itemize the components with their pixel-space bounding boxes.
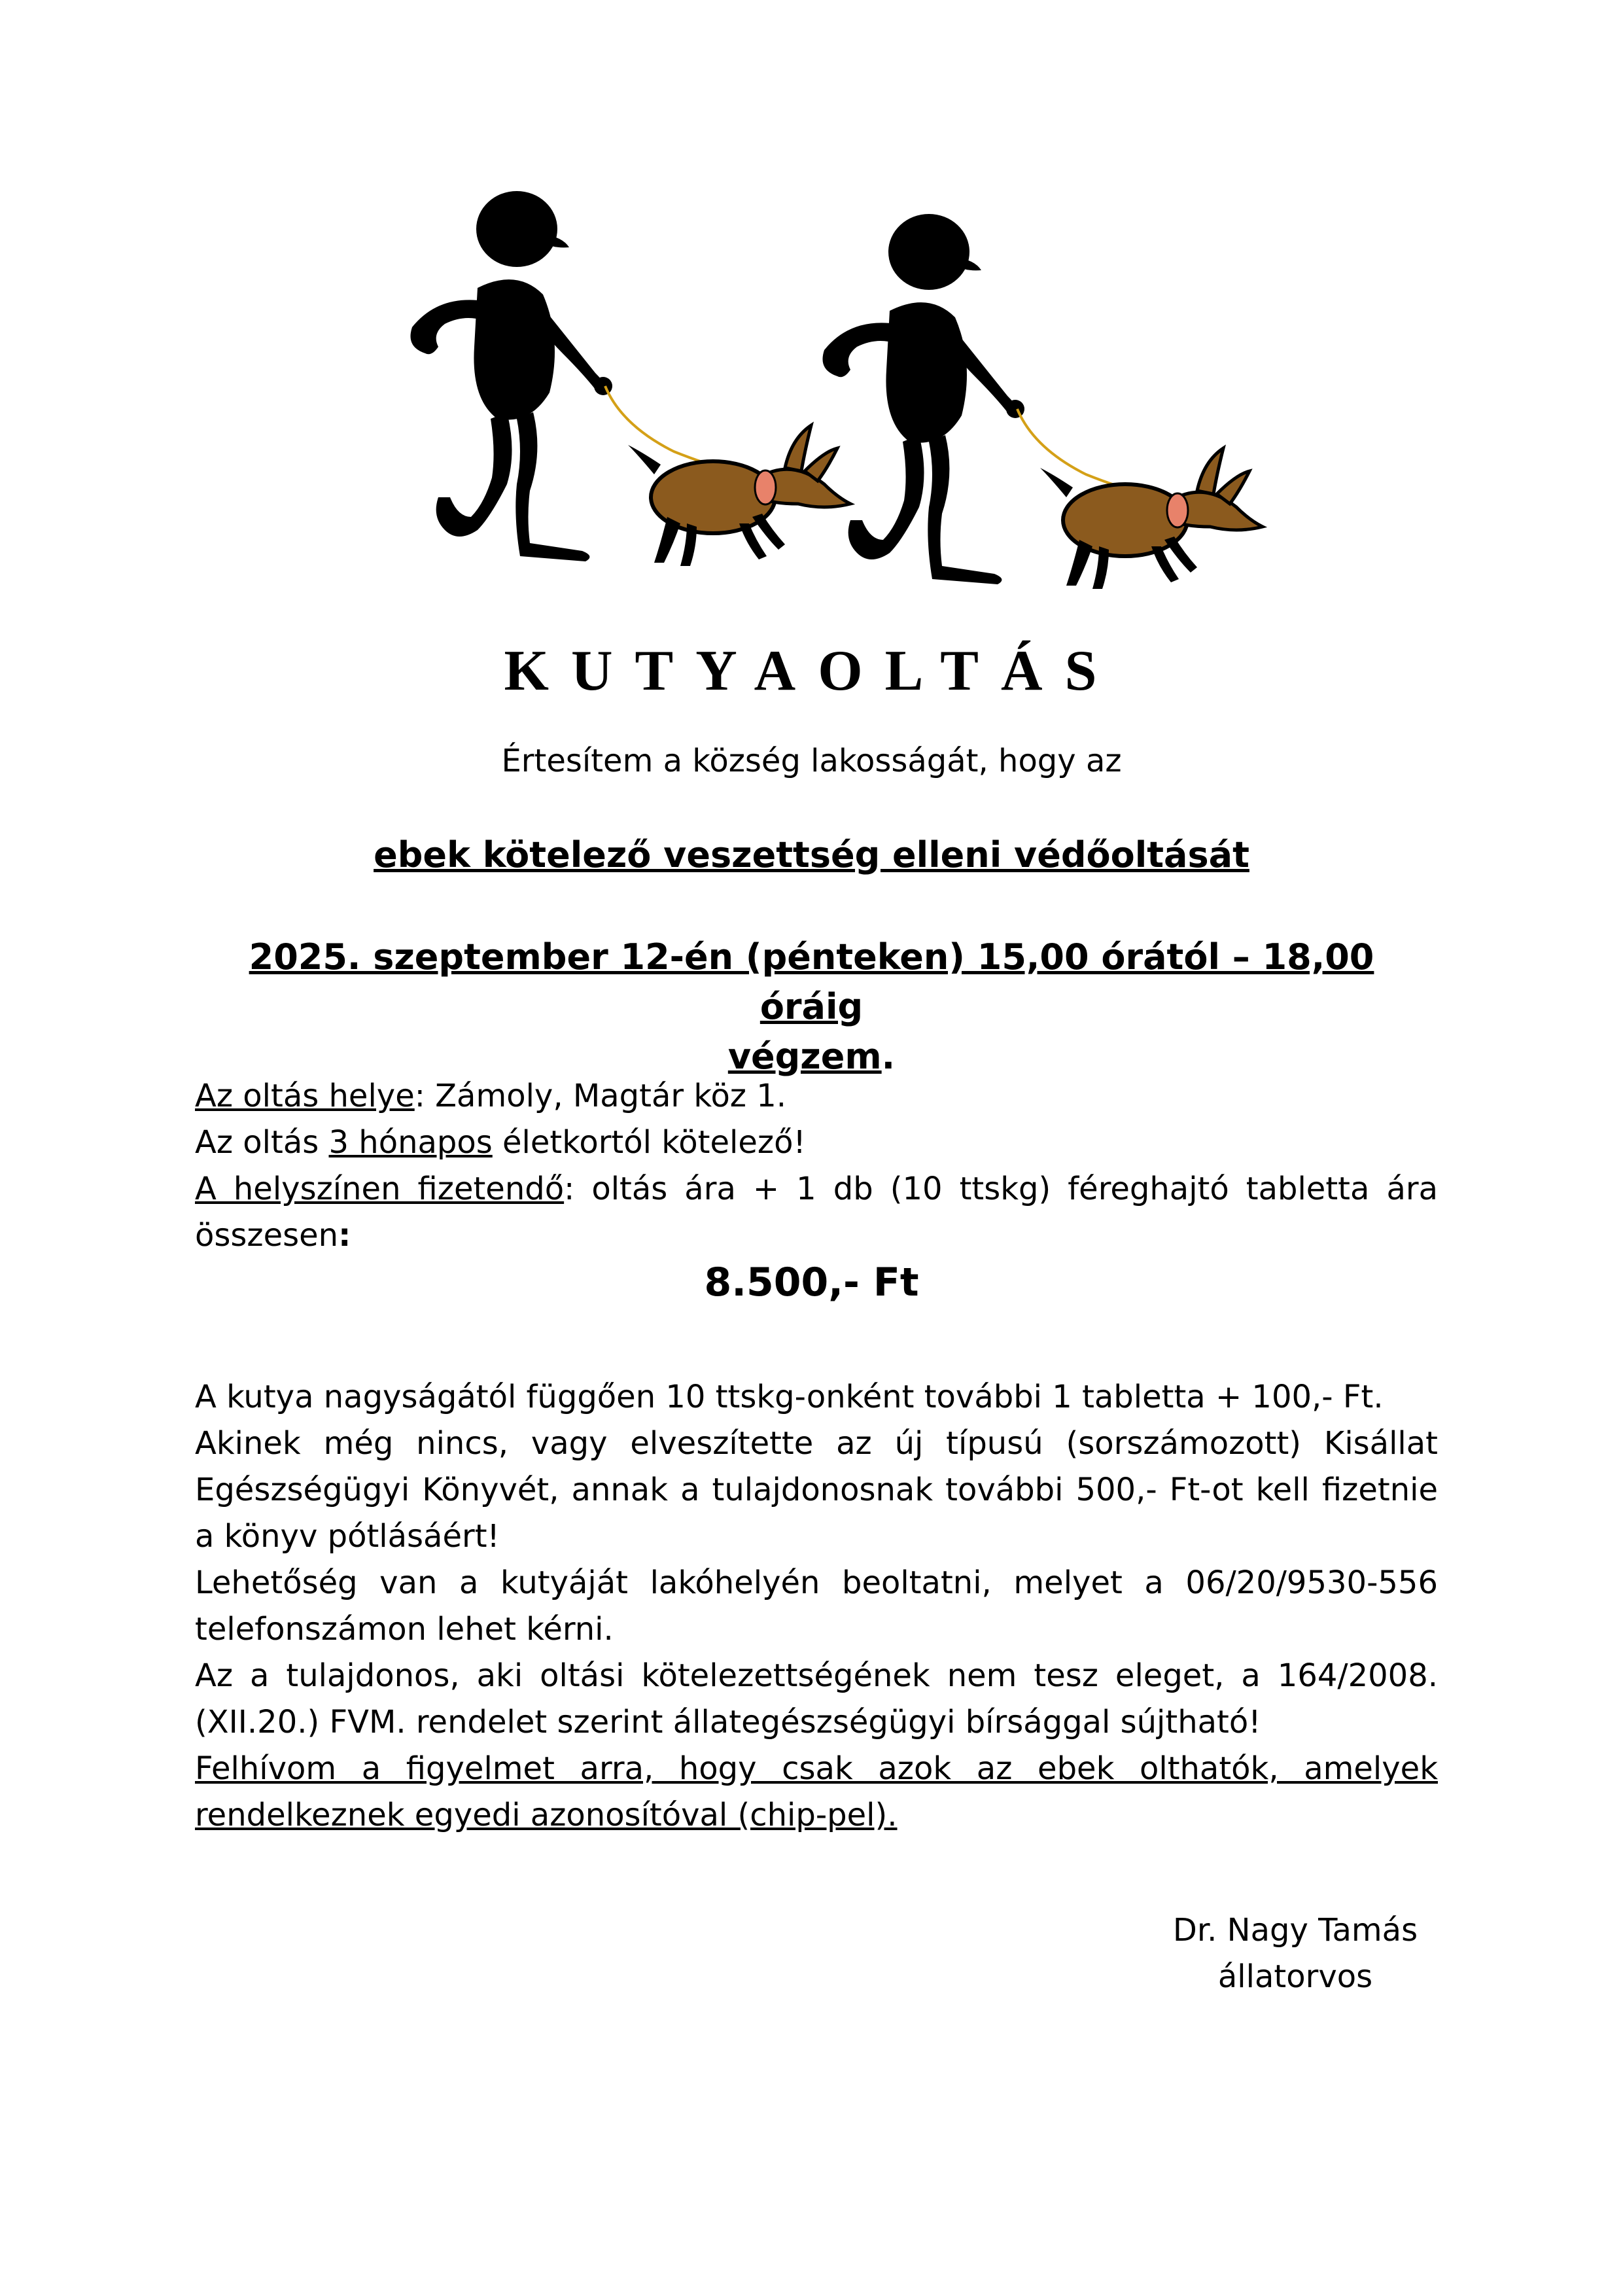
note-chip-requirement: Felhívom a figyelmet arra, hogy csak azok az ebek olthatók, amelyek rendelkeznek egyedi azonosítóval (chip-pel). [195, 1750, 1438, 1833]
place-label: Az oltás helye [195, 1078, 415, 1114]
age-line [195, 1120, 1438, 1166]
note-health-book: Akinek még nincs, vagy elveszítette az új típusú (sorszámozott) Kisállat Egészségügyi Könyvét, annak a tulajdonosnak további 500,- Ft-ot kell fizetnie a könyv pótlásáért! [195, 1425, 1438, 1555]
payment-colon: : [338, 1217, 351, 1254]
place-value: : Zámoly, Magtár köz 1. [414, 1078, 787, 1114]
signature-block [1112, 1907, 1478, 2000]
age-highlight: 3 hónapos [328, 1124, 493, 1161]
page-title: KUTYAOLTÁS [504, 639, 1119, 703]
schedule-verb: végzem [727, 1036, 882, 1077]
schedule-period: . [881, 1036, 896, 1077]
note-penalty: Az a tulajdonos, aki oltási kötelezettségének nem tesz eleget, a 164/2008. (XII.20.) FVM. rendelet szerint állategészségügyi bírsággal sújtható! [195, 1657, 1438, 1740]
notes-block [195, 1374, 1438, 1839]
payment-text: : oltás ára + 1 db (10 ttskg) féreghajtó tabletta ára összesen [195, 1171, 1439, 1254]
age-suffix: életkortól kötelező! [492, 1124, 806, 1161]
person-walking-dog-illustration [411, 191, 851, 566]
age-prefix: Az oltás [195, 1124, 329, 1161]
total-price: 8.500,- Ft [704, 1260, 919, 1305]
note-home-vaccination: Lehetőség van a kutyáját lakóhelyén beoltatni, melyet a 06/20/9530-556 telefonszámon lehet kérni. [195, 1564, 1438, 1648]
payment-line [195, 1166, 1438, 1259]
signature-name: Dr. Nagy Tamás [1172, 1912, 1418, 1949]
note-tablet: A kutya nagyságától függően 10 ttskg-onként további 1 tabletta + 100,- Ft. [195, 1379, 1384, 1415]
schedule-date-time: 2025. szeptember 12-én (pénteken) 15,00 órától – 18,00 óráig [249, 936, 1374, 1027]
payment-label: A helyszínen fizetendő [195, 1171, 565, 1207]
schedule [196, 932, 1427, 1082]
vaccination-subject: ebek kötelező veszettség elleni védőoltását [374, 834, 1249, 875]
intro-text: Értesítem a község lakosságát, hogy az [501, 743, 1122, 779]
place-line [195, 1073, 1438, 1120]
dog-illustration [628, 425, 850, 566]
dog-walkers-illustration [366, 177, 1269, 595]
signature-role: állatorvos [1217, 1958, 1373, 1995]
details-block [195, 1073, 1438, 1259]
